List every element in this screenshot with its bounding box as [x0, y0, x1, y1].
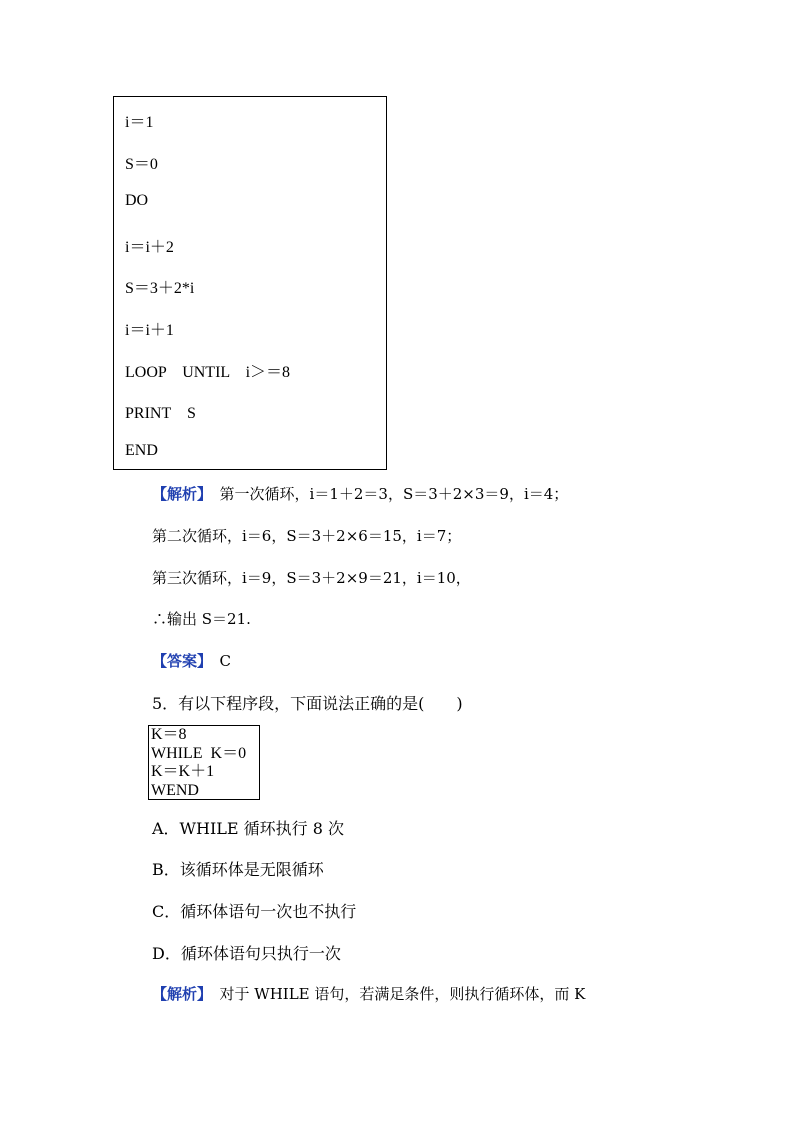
option-d: D．循环体语句只执行一次: [152, 944, 341, 963]
code-line: K＝8: [151, 726, 187, 743]
analysis-1-line-3: 第三次循环，i＝9，S＝3＋2×9＝21，i＝10，: [152, 569, 471, 587]
option-a: A．WHILE 循环执行 8 次: [152, 819, 345, 838]
code-line: i＝1: [125, 114, 154, 131]
analysis-1-line-4: ∴输出 S＝21.: [152, 610, 251, 628]
answer-tag: 【答案】: [152, 652, 205, 670]
answer-1: [152, 650, 231, 671]
code-line: K＝K＋1: [151, 763, 215, 780]
code-line: LOOP UNTIL i＞＝8: [125, 364, 291, 381]
code-line: i＝i＋1: [125, 322, 174, 339]
analysis-2: 【解析】 对于 WHILE 语句，若满足条件，则执行循环体，而 K: [152, 985, 586, 1003]
code-line: PRINT S: [125, 405, 196, 422]
option-b: B．该循环体是无限循环: [152, 860, 324, 879]
code-line: END: [125, 442, 158, 459]
code-line: WHILE K＝0: [151, 744, 247, 762]
option-c: C．循环体语句一次也不执行: [152, 902, 357, 921]
code-line: S＝0: [125, 156, 158, 173]
code-line: S＝3＋2*i: [125, 280, 195, 297]
analysis-tag: 【解析】: [152, 485, 205, 503]
question-5-stem: 5．有以下程序段，下面说法正确的是( ): [152, 694, 463, 713]
answer-value: C: [204, 652, 231, 670]
analysis-1-line-2: 第二次循环，i＝6，S＝3＋2×6＝15，i＝7；: [152, 527, 462, 545]
code-line: i＝i＋2: [125, 239, 174, 256]
program-box-1: [113, 96, 387, 470]
analysis-tag: 【解析】: [152, 985, 205, 1003]
code-line: DO: [125, 192, 149, 209]
code-line: WEND: [151, 781, 199, 799]
program-box-2: [148, 725, 260, 800]
analysis-1-line-1: 【解析】 第一次循环，i＝1＋2＝3，S＝3＋2×3＝9，i＝4；: [152, 485, 569, 503]
